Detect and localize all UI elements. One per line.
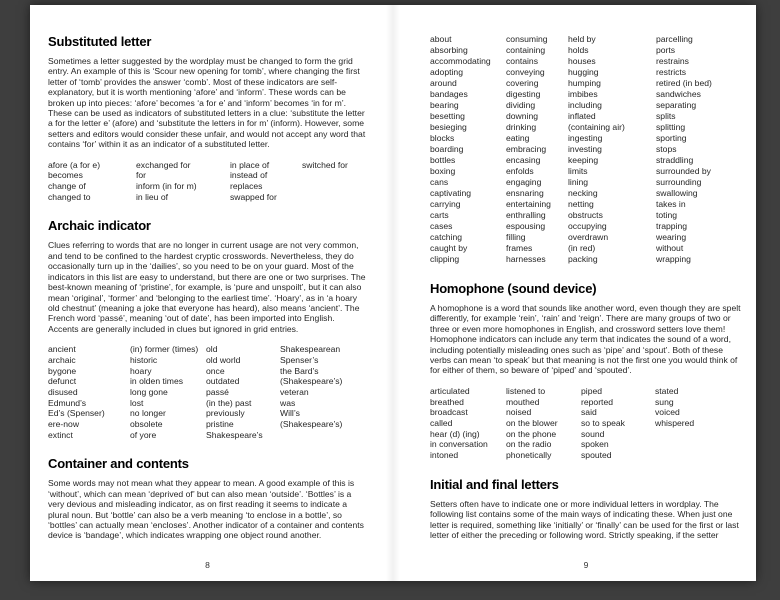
table-cell: spoken — [581, 439, 609, 450]
table-cell: trapping — [656, 221, 688, 231]
table-cell: overdrawn — [568, 232, 609, 242]
table-cell: Shakespearean — [280, 344, 341, 355]
table-cell: adopting — [430, 67, 463, 77]
section-heading-substituted-letter: Substituted letter — [48, 34, 152, 49]
table-cell: the Bard’s — [280, 365, 319, 376]
table-cell: occupying — [568, 221, 607, 231]
table-cell: for — [136, 170, 147, 181]
table-cell: (in the) past — [206, 397, 252, 408]
table-cell: becomes — [48, 170, 83, 181]
table-cell: Shakespeare’s — [206, 429, 263, 440]
table-cell: containing — [506, 45, 546, 55]
table-cell: espousing — [506, 221, 546, 231]
table-cell: obstructs — [568, 210, 603, 220]
table-cell: hoary — [130, 365, 152, 376]
table-cell: held by — [568, 34, 596, 44]
table-cell: disused — [48, 386, 78, 397]
substituted-letter-indicator-table — [48, 160, 367, 203]
table-cell: including — [568, 100, 602, 110]
page-number-right: 9 — [583, 560, 589, 570]
table-cell: lost — [130, 397, 144, 408]
table-cell: swallowing — [656, 188, 698, 198]
section-heading-initial-and-final-letters: Initial and final letters — [430, 476, 559, 492]
table-cell: afore (a for e) — [48, 159, 101, 170]
table-cell: was — [280, 397, 296, 408]
table-cell: historic — [130, 354, 158, 365]
table-cell: accommodating — [430, 56, 491, 66]
table-cell: downing — [506, 111, 539, 121]
table-cell: previously — [206, 408, 245, 419]
table-cell: obsolete — [130, 419, 163, 430]
table-cell: holds — [568, 45, 589, 55]
table-cell: sandwiches — [656, 89, 701, 99]
table-cell: ports — [656, 45, 676, 55]
table-cell: spouted — [581, 450, 612, 461]
table-cell: frames — [506, 243, 533, 253]
table-cell: humping — [568, 78, 601, 88]
table-cell: surrounding — [656, 177, 702, 187]
table-cell: straddling — [656, 155, 694, 165]
table-cell: on the blower — [506, 417, 558, 428]
table-cell: swapped for — [230, 191, 277, 202]
table-cell: restricts — [656, 67, 687, 77]
table-cell: (in red) — [568, 243, 596, 253]
table-cell: said — [581, 407, 597, 418]
table-cell: boarding — [430, 144, 464, 154]
table-cell: filling — [506, 232, 526, 242]
table-cell: replaces — [230, 181, 263, 192]
table-cell: limits — [568, 166, 588, 176]
table-cell: takes in — [656, 199, 686, 209]
table-cell — [302, 181, 367, 192]
table-cell: wearing — [656, 232, 687, 242]
table-cell: whispered — [655, 417, 695, 428]
table-cell: netting — [568, 199, 594, 209]
table-cell: conveying — [506, 67, 545, 77]
table-cell: ensnaring — [506, 188, 544, 198]
table-cell: switched for — [302, 159, 348, 170]
table-cell: (Shakespeare’s) — [280, 419, 343, 430]
table-cell: bottles — [430, 155, 456, 165]
table-cell: contains — [506, 56, 539, 66]
homophone-body: A homophone is a word that sounds like another word, even though they are spelt differently, for example ‘rein’, ‘rain’ and ‘reign’. There are many groups of two or three or even more homophones in English, and crossword setters love them! Homophone indicators can include any term that indicates the sound of a word, including potentially misleading ones such as ‘pipe’ and ‘spout’. Both of these verbs can mean ‘to speak’ but that meaning is not the first one you would think of for either of them, so beware of ‘piped’ and ‘spouted’. — [430, 303, 741, 376]
table-cell: of yore — [130, 429, 157, 440]
table-cell: toting — [656, 210, 678, 220]
table-cell: (in) former (times) — [130, 344, 199, 355]
table-cell: enfolds — [506, 166, 534, 176]
archaic-indicator-table — [48, 344, 367, 440]
table-cell: besetting — [430, 111, 465, 121]
table-cell: voiced — [655, 407, 680, 418]
table-cell: parcelling — [656, 34, 693, 44]
table-cell: archaic — [48, 354, 76, 365]
table-cell: defunct — [48, 376, 77, 387]
table-cell: keeping — [568, 155, 599, 165]
table-cell: besieging — [430, 122, 467, 132]
table-cell: separating — [656, 100, 697, 110]
table-cell: extinct — [48, 429, 73, 440]
container-and-contents-body: Some words may not mean what they appear to mean. A good example of this is ‘without’, which can mean ‘deprived of’ but can also mean ‘outside’. ‘Bottles’ is a very devious and misleading indicator, as on first reading it seems to indicate a plural noun. But ‘bottle’ can also be a verb meaning ‘to enclose in a bottle’, so ‘bottles’ can actually mean ‘encloses’. Another indicator of a container and contents device is ‘bandage’, which indicates wrapping one object round another. — [48, 478, 364, 541]
table-cell: enthralling — [506, 210, 546, 220]
table-cell: necking — [568, 188, 598, 198]
table-cell: bygone — [48, 365, 77, 376]
section-heading-container-and-contents: Container and contents — [48, 456, 189, 472]
table-cell: carrying — [430, 199, 461, 209]
table-cell: engaging — [506, 177, 542, 187]
table-cell: inform (in for m) — [136, 181, 197, 192]
table-cell: consuming — [506, 34, 548, 44]
page-number-left: 8 — [205, 560, 210, 570]
table-cell: without — [656, 243, 684, 253]
table-cell — [280, 430, 367, 441]
table-cell: old world — [206, 354, 241, 365]
table-cell: called — [430, 417, 453, 428]
table-cell: carts — [430, 210, 449, 220]
table-cell: reported — [581, 396, 614, 407]
table-cell: retired (in bed) — [656, 78, 712, 88]
table-cell: outdated — [206, 376, 240, 387]
table-cell: around — [430, 78, 457, 88]
table-cell: investing — [568, 144, 602, 154]
table-cell: mouthed — [506, 396, 540, 407]
table-cell: encasing — [506, 155, 541, 165]
table-cell: once — [206, 365, 225, 376]
table-cell — [302, 170, 367, 181]
table-cell: piped — [581, 385, 603, 396]
table-cell: long gone — [130, 386, 168, 397]
table-cell: no longer — [130, 408, 166, 419]
container-indicator-word-list — [430, 34, 742, 265]
table-cell: hugging — [568, 67, 599, 77]
table-cell: on the radio — [506, 439, 552, 450]
table-cell: cases — [430, 221, 453, 231]
page-right — [393, 5, 756, 581]
table-cell: blocks — [430, 133, 455, 143]
table-cell: embracing — [506, 144, 547, 154]
table-cell: cans — [430, 177, 449, 187]
table-cell: passé — [206, 386, 229, 397]
table-cell: listened to — [506, 385, 546, 396]
table-cell: pristine — [206, 419, 234, 430]
table-cell: imbibes — [568, 89, 598, 99]
table-cell: clipping — [430, 254, 460, 264]
table-cell: entertaining — [506, 199, 551, 209]
archaic-indicator-body: Clues referring to words that are no longer in current usage are not very common, and tend to be confined to the hardest cryptic crosswords. Nevertheless, they do occasionally turn up in the ‘dailies’, so you need to be on your guard. Most of the indicators in this list are easy to understand, but there are one or two surprises. The best-known meaning of ‘pristine’, for example, is ‘pure and unspoilt’, but it can also mean ‘original’, ‘former’ and ‘belonging to the earliest time’. ‘Hoary’, as in ‘a hoary old chestnut’ (meaning a joke that everyone has heard), also means ‘ancient’. The French word ‘passé’, meaning ‘out of date’, has been imported into English. Accents are generally included in clues but ignored in grid entries. — [48, 240, 366, 334]
table-cell: Edmund’s — [48, 397, 87, 408]
table-cell: catching — [430, 232, 463, 242]
table-cell: in conversation — [430, 439, 488, 450]
table-cell: absorbing — [430, 45, 468, 55]
table-cell: broadcast — [430, 407, 468, 418]
table-cell — [655, 450, 742, 461]
table-cell: wrapping — [656, 254, 691, 264]
table-cell: eating — [506, 133, 530, 143]
table-cell: captivating — [430, 188, 472, 198]
table-cell: packing — [568, 254, 598, 264]
table-cell: Ed’s (Spenser) — [48, 408, 105, 419]
table-cell: stated — [655, 385, 679, 396]
table-cell: bearing — [430, 100, 459, 110]
table-cell: in place of — [230, 159, 270, 170]
homophone-indicator-table — [430, 386, 742, 461]
table-cell: ancient — [48, 344, 76, 355]
table-cell: instead of — [230, 170, 268, 181]
table-cell: in lieu of — [136, 191, 169, 202]
table-cell — [655, 439, 742, 450]
table-cell: Will’s — [280, 408, 300, 419]
table-cell: phonetically — [506, 450, 552, 461]
table-cell: sound — [581, 428, 605, 439]
table-cell: stops — [656, 144, 677, 154]
table-cell: (Shakespeare’s) — [280, 376, 343, 387]
table-cell: inflated — [568, 111, 596, 121]
table-cell: articulated — [430, 385, 470, 396]
table-cell: sung — [655, 396, 674, 407]
table-cell: noised — [506, 407, 532, 418]
table-cell: ingesting — [568, 133, 603, 143]
table-cell: sporting — [656, 133, 687, 143]
table-cell: so to speak — [581, 417, 625, 428]
table-cell: surrounded by — [656, 166, 711, 176]
table-cell: harnesses — [506, 254, 546, 264]
table-cell: on the phone — [506, 428, 557, 439]
table-cell: splitting — [656, 122, 686, 132]
table-cell: splits — [656, 111, 676, 121]
table-cell: changed to — [48, 191, 91, 202]
table-cell: veteran — [280, 386, 309, 397]
table-cell: hear (d) (ing) — [430, 428, 480, 439]
section-heading-homophone: Homophone (sound device) — [430, 281, 597, 296]
table-cell: drinking — [506, 122, 537, 132]
table-cell: restrains — [656, 56, 689, 66]
table-cell: covering — [506, 78, 539, 88]
table-cell: about — [430, 34, 452, 44]
table-cell: ere-now — [48, 419, 80, 430]
table-cell: houses — [568, 56, 596, 66]
table-cell: exchanged for — [136, 159, 191, 170]
page-left — [30, 5, 393, 581]
table-cell: in olden times — [130, 376, 184, 387]
table-cell: breathed — [430, 396, 464, 407]
table-cell — [655, 429, 742, 440]
table-cell: old — [206, 344, 218, 355]
table-cell — [302, 192, 367, 203]
table-cell: lining — [568, 177, 589, 187]
table-cell: caught by — [430, 243, 468, 253]
substituted-letter-body: Sometimes a letter suggested by the wordplay must be changed to form the grid entry. An example of this is ‘Scour new opening for tomb’, where changing the first letter of ‘tomb’ provides the answer ‘comb’. Most of these indicators are self-explanatory, but it is worth mentioning ‘afore’ and ‘inform’. These words can be broken up into pieces: ‘afore’ becomes ‘a for e’ and ‘inform’ becomes ‘in for m’. These can be used as indicators of substituted letters in a clue: ‘substitute the letter a for the letter e’ (afore) and ‘substitute the letters in for m’ (inform). However, some setters and editors would consider these unfair, and would not accept any word that contains ‘for’ within it as an indicator of a substituted letter. — [48, 56, 366, 150]
table-cell: change of — [48, 181, 86, 192]
table-cell: bandages — [430, 89, 468, 99]
table-cell: boxing — [430, 166, 456, 176]
table-cell: Spenser’s — [280, 354, 319, 365]
table-cell: intoned — [430, 450, 459, 461]
book-spread — [30, 5, 756, 581]
table-cell: dividing — [506, 100, 536, 110]
initial-and-final-letters-body: Setters often have to indicate one or more individual letters in wordplay. The following list contains some of the main ways of indicating these. When just one letter is required, something like ‘initially’ or ‘finally’ can be used for the first or last letter of either the preceding or following word. Strictly speaking, if the setter — [430, 498, 739, 540]
section-heading-archaic-indicator: Archaic indicator — [48, 218, 151, 234]
table-cell: (containing air) — [568, 122, 625, 132]
table-cell: digesting — [506, 89, 541, 99]
